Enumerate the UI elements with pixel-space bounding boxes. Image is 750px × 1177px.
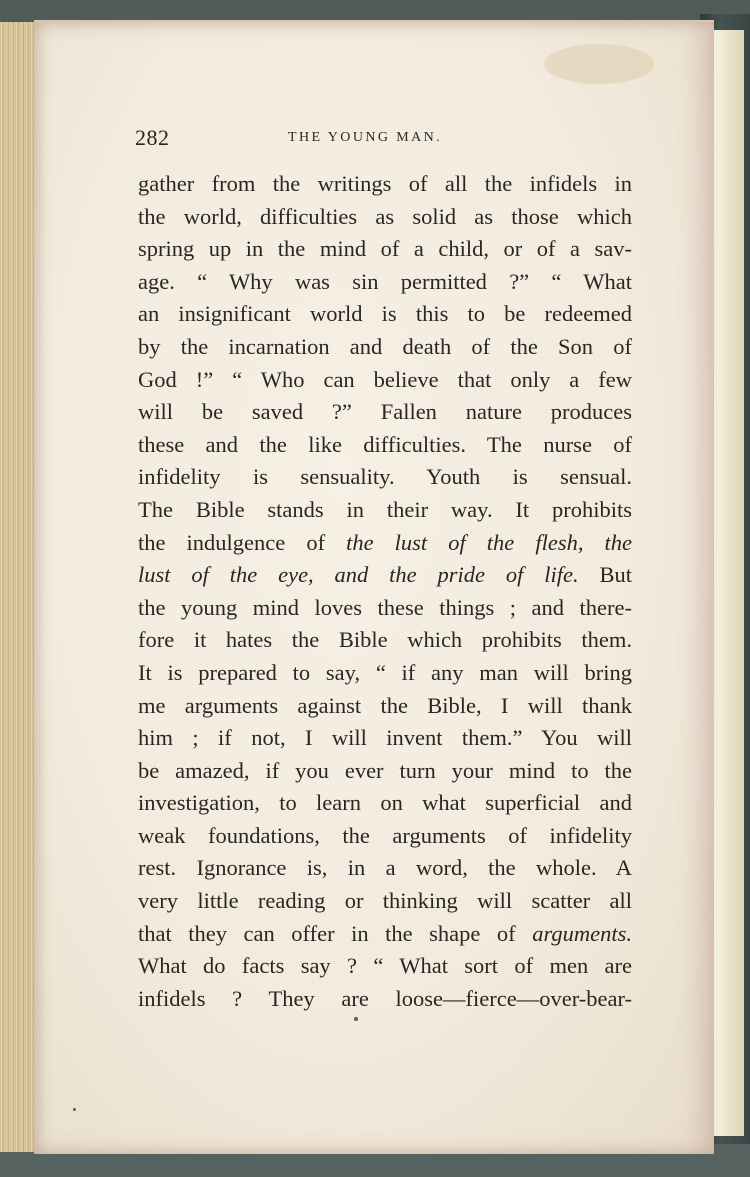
text-segment: an insignificant world is this to be redeemed: [138, 301, 632, 327]
text-line: [138, 624, 632, 657]
text-line: [138, 494, 632, 527]
text-line: [138, 983, 632, 1016]
ink-speck: [354, 1017, 358, 1021]
text-line: [138, 885, 632, 918]
text-line: [138, 233, 632, 266]
text-line: [138, 657, 632, 690]
text-segment: rest. Ignorance is, in a word, the whole. A: [138, 855, 632, 881]
page-stain: [544, 44, 654, 84]
text-segment: these and the like difficulties. The nurse of: [138, 431, 632, 457]
text-segment: age. “ Why was sin permitted ?” “ What: [138, 268, 632, 294]
text-segment: infidelity is sensuality. Youth is sensual.: [138, 464, 632, 490]
text-segment: infidels ? They are loose—fierce—over-bear-: [138, 985, 632, 1011]
text-line: [138, 950, 632, 983]
text-line: [138, 266, 632, 299]
text-segment: God !” “ Who can believe that only a few: [138, 366, 632, 392]
text-segment: gather from the writings of all the infidels in: [138, 171, 632, 196]
text-line: [138, 755, 632, 788]
page-number: 282: [135, 125, 170, 150]
text-line: [138, 820, 632, 853]
text-segment: me arguments against the Bible, I will thank: [138, 692, 632, 718]
text-line: [138, 364, 632, 397]
text-line: [138, 396, 632, 429]
text-line: [138, 298, 632, 331]
text-segment: by the incarnation and death of the Son of: [138, 333, 632, 359]
text-line: [138, 201, 632, 234]
text-segment: the young mind loves these things ; and there-: [138, 594, 632, 620]
text-segment: The Bible stands in their way. It prohibits: [138, 496, 632, 522]
text-line: [138, 331, 632, 364]
text-segment: the indulgence of: [138, 529, 347, 555]
italic-text-segment: the lust of the flesh, the: [346, 529, 633, 555]
ink-speck: [73, 1108, 76, 1111]
text-line: [138, 852, 632, 885]
text-line: [138, 722, 632, 755]
text-segment: fore it hates the Bible which prohibits them.: [138, 627, 632, 653]
text-line: [138, 690, 632, 723]
text-segment: that they can offer in the shape of: [138, 920, 533, 946]
text-line: [138, 592, 632, 625]
text-line: [138, 918, 632, 951]
running-head: THE YOUNG MAN.: [288, 130, 443, 145]
text-segment: It is prepared to say, “ if any man will bring: [138, 659, 632, 685]
text-line: [138, 461, 632, 494]
text-line: [138, 559, 632, 592]
text-segment: will be saved ?” Fallen nature produces: [138, 399, 632, 425]
text-segment: be amazed, if you ever turn your mind to the: [138, 757, 632, 783]
text-line: [138, 429, 632, 462]
text-segment: spring up in the mind of a child, or of a sav-: [138, 236, 632, 262]
italic-text-segment: lust of the eye, and the pride of life.: [138, 562, 579, 588]
text-segment: him ; if not, I will invent them.” You will: [138, 725, 632, 751]
text-segment: investigation, to learn on what superficial and: [138, 790, 632, 816]
italic-text-segment: arguments.: [532, 920, 632, 946]
body-text: [138, 168, 632, 1015]
text-segment: But: [578, 562, 632, 588]
text-line: [138, 787, 632, 820]
text-line: [138, 527, 632, 560]
text-segment: weak foundations, the arguments of infidelity: [138, 822, 632, 848]
text-line: [138, 168, 632, 201]
text-segment: What do facts say ? “ What sort of men are: [138, 953, 632, 979]
text-segment: the world, difficulties as solid as those which: [138, 203, 632, 229]
text-segment: very little reading or thinking will scatter all: [138, 888, 632, 914]
